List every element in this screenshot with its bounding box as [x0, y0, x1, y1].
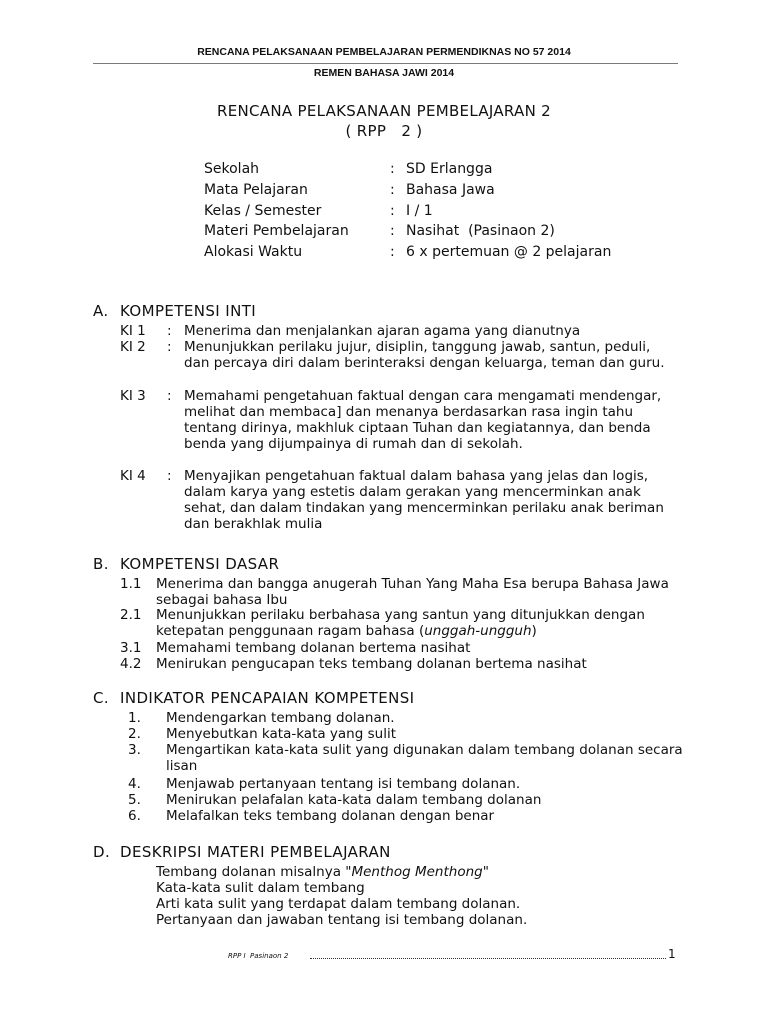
indikator-text: Mengartikan kata-kata sulit yang digunakan dalam tembang dolanan secara lisan	[166, 742, 683, 774]
kd-text	[156, 607, 676, 639]
ki-text: Menyajikan pengetahuan faktual dalam bahasa yang jelas dan logis, dalam karya yang estetis dalam gerakan yang mencerminkan anak sehat, dan dalam tindakan yang mencerminkan perilaku anak beriman dan berakhlak mulia	[184, 468, 664, 532]
kd-text-part: Menunjukkan perilaku berbahasa yang santun yang ditunjukkan dengan ketepatan penggunaan ragam bahasa (	[156, 607, 645, 639]
deskripsi-line: Kata-kata sulit dalam tembang	[156, 880, 365, 896]
section-letter: A.	[93, 302, 109, 320]
indikator-text: Menirukan pelafalan kata-kata dalam tembang dolanan	[166, 792, 542, 808]
indikator-text: Menyebutkan kata-kata yang sulit	[166, 726, 396, 742]
info-value: Nasihat (Pasinaon 2)	[406, 223, 555, 239]
info-value: 6 x pertemuan @ 2 pelajaran	[406, 244, 612, 260]
info-label: Mata Pelajaran	[204, 182, 308, 198]
info-value: I / 1	[406, 203, 433, 219]
kd-number: 3.1	[120, 640, 142, 656]
ki-text: Menunjukkan perilaku jujur, disiplin, tanggung jawab, santun, peduli, dan percaya diri dalam berinteraksi dengan keluarga, teman dan guru.	[184, 339, 665, 371]
section-letter: C.	[93, 689, 110, 707]
info-colon: :	[390, 161, 395, 177]
indikator-number: 4.	[128, 776, 141, 792]
indikator-number: 3.	[128, 742, 141, 758]
kd-text: Memahami tembang dolanan bertema nasihat	[156, 640, 471, 656]
ki-text: Memahami pengetahuan faktual dengan cara mengamati mendengar, melihat dan membaca] dan menanya berdasarkan rasa ingin tahu tentang dirinya, makhluk ciptaan Tuhan dan kegiatannya, dan benda benda yang dijumpainya di rumah dan di sekolah.	[184, 388, 662, 452]
section-letter: D.	[93, 843, 111, 861]
ki-code: KI 4	[120, 468, 146, 484]
footer-dot-leader	[310, 958, 666, 959]
ki-code: KI 3	[120, 388, 146, 404]
section-title: KOMPETENSI INTI	[120, 302, 257, 320]
info-colon: :	[390, 223, 395, 239]
section-title: DESKRIPSI MATERI PEMBELAJARAN	[120, 843, 391, 861]
ki-code: KI 2	[120, 339, 146, 355]
section-heading-d	[93, 843, 391, 861]
ki-colon: :	[167, 388, 172, 404]
indikator-number: 5.	[128, 792, 141, 808]
ki-colon: :	[167, 323, 172, 339]
info-colon: :	[390, 203, 395, 219]
ki-colon: :	[167, 339, 172, 355]
indikator-number: 6.	[128, 808, 141, 824]
running-header: RENCANA PELAKSANAAN PEMBELAJARAN PERMENDIKNAS NO 57 2014	[197, 46, 571, 58]
section-title: KOMPETENSI DASAR	[120, 555, 280, 573]
deskripsi-song-title: "Menthog Menthong"	[345, 864, 489, 880]
running-subheader: REMEN BAHASA JAWI 2014	[313, 67, 455, 79]
info-value: Bahasa Jawa	[406, 182, 495, 198]
ki-code: KI 1	[120, 323, 146, 339]
document-subtitle: ( RPP 2 )	[345, 122, 423, 140]
deskripsi-line: Pertanyaan dan jawaban tentang isi tembang dolanan.	[156, 912, 528, 928]
kd-number: 1.1	[120, 576, 142, 592]
kd-text-italic: unggah-ungguh	[424, 623, 532, 639]
section-heading-b	[93, 555, 279, 573]
kd-number: 2.1	[120, 607, 142, 623]
kd-text: Menirukan pengucapan teks tembang dolanan bertema nasihat	[156, 656, 587, 672]
info-value: SD Erlangga	[406, 161, 493, 177]
ki-colon: :	[167, 468, 172, 484]
deskripsi-line	[156, 864, 489, 880]
footer-label: RPP I Pasinaon 2	[228, 952, 289, 960]
header-rule	[93, 63, 678, 64]
document-title: RENCANA PELAKSANAAN PEMBELAJARAN 2	[216, 102, 552, 120]
kd-number: 4.2	[120, 656, 142, 672]
indikator-number: 1.	[128, 710, 141, 726]
section-title: INDIKATOR PENCAPAIAN KOMPETENSI	[120, 689, 415, 707]
info-label: Alokasi Waktu	[204, 244, 303, 260]
info-colon: :	[390, 182, 395, 198]
info-label: Kelas / Semester	[204, 203, 322, 219]
info-label: Materi Pembelajaran	[204, 223, 349, 239]
section-heading-c	[93, 689, 414, 707]
indikator-number: 2.	[128, 726, 141, 742]
section-heading-a	[93, 302, 256, 320]
deskripsi-text: Tembang dolanan misalnya	[156, 864, 346, 880]
info-label: Sekolah	[204, 161, 260, 177]
kd-text: Menerima dan bangga anugerah Tuhan Yang Maha Esa berupa Bahasa Jawa sebagai bahasa Ibu	[156, 576, 669, 608]
indikator-text: Menjawab pertanyaan tentang isi tembang dolanan.	[166, 776, 521, 792]
section-letter: B.	[93, 555, 109, 573]
indikator-text: Mendengarkan tembang dolanan.	[166, 710, 395, 726]
ki-text: Menerima dan menjalankan ajaran agama yang dianutnya	[184, 323, 581, 339]
kd-text-part: )	[531, 623, 537, 639]
info-colon: :	[390, 244, 395, 260]
page-number: 1	[668, 947, 676, 961]
indikator-text: Melafalkan teks tembang dolanan dengan benar	[166, 808, 495, 824]
deskripsi-line: Arti kata sulit yang terdapat dalam tembang dolanan.	[156, 896, 521, 912]
